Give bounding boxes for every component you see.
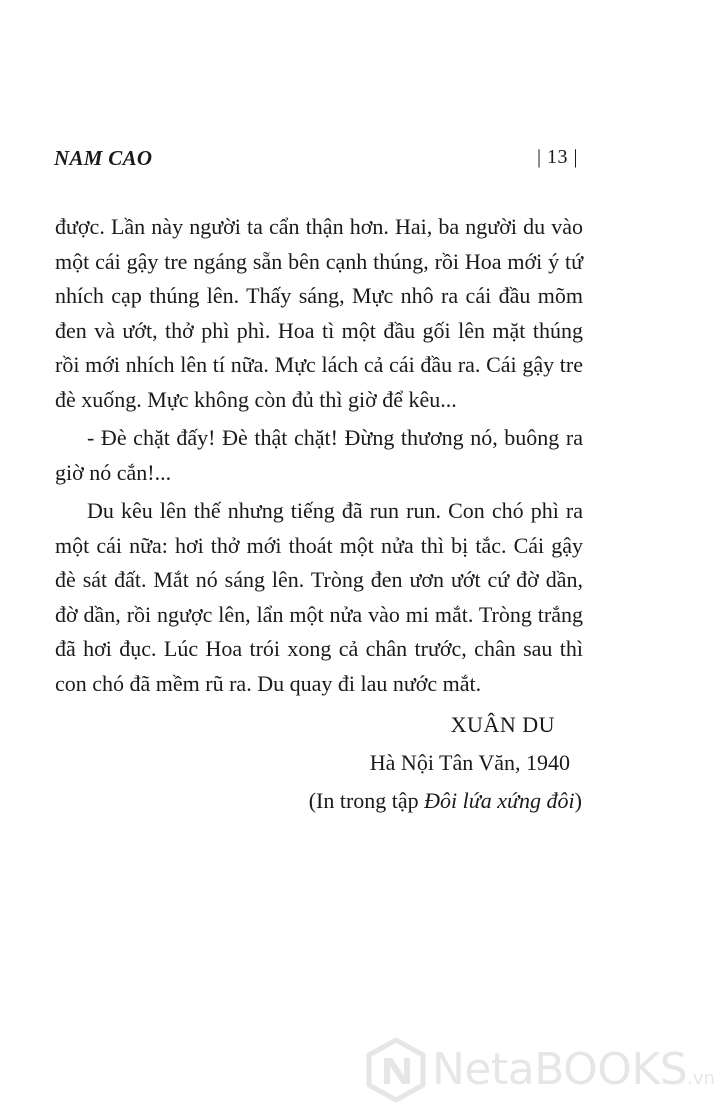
body-text <box>55 210 583 705</box>
signature-note-title: Đôi lứa xứng đôi <box>424 788 575 813</box>
signature-note <box>309 788 582 814</box>
watermark-text <box>432 1044 715 1095</box>
signature-note-suffix: ) <box>574 788 582 813</box>
netabooks-watermark <box>366 1036 715 1106</box>
paragraph-3: Du kêu lên thế nhưng tiếng đã run run. Con chó phì ra một cái nữa: hơi thở mới thoát một nửa thì bị tắc. Cái gậy đè sát đất. Mắt nó sáng lên. Tròng đen ươn ướt cứ đờ dần, đờ dần, rồi ngược lên, lẩn một nửa vào mi mắt. Tròng trắng đã hơi đục. Lúc Hoa trói xong cả chân trước, chân sau thì con chó đã mềm rũ ra. Du quay đi lau nước mắt. <box>55 498 583 696</box>
paragraph-1: được. Lần này người ta cẩn thận hơn. Hai, ba người du vào một cái gậy tre ngáng sẵn bên cạnh thúng, rồi Hoa mới ý tứ nhích cạp thúng lên. Thấy sáng, Mực nhô ra cái đầu mõm đen và ướt, thở phì phì. Hoa tì một đầu gối lên mặt thúng rồi mới nhích lên tí nữa. Mực lách cả cái đầu ra. Cái gậy tre đè xuống. Mực không còn đủ thì giờ để kêu... <box>55 214 583 412</box>
paragraph-2: - Đè chặt đấy! Đè thật chặt! Đừng thương nó, buông ra giờ nó cắn!... <box>55 425 583 485</box>
netabooks-logo-icon <box>366 1038 426 1102</box>
signature-note-prefix: (In trong tập <box>308 788 425 813</box>
signature-author: XUÂN DU <box>450 712 555 737</box>
watermark-brand: NetaBOOKS <box>432 1044 688 1095</box>
watermark-tld: .vn <box>687 1068 715 1089</box>
page-number: | 13 | <box>536 146 578 168</box>
running-header-author: NAM CAO <box>54 146 153 170</box>
page-header <box>54 146 578 180</box>
signature-source: Hà Nội Tân Văn, 1940 <box>369 750 570 775</box>
